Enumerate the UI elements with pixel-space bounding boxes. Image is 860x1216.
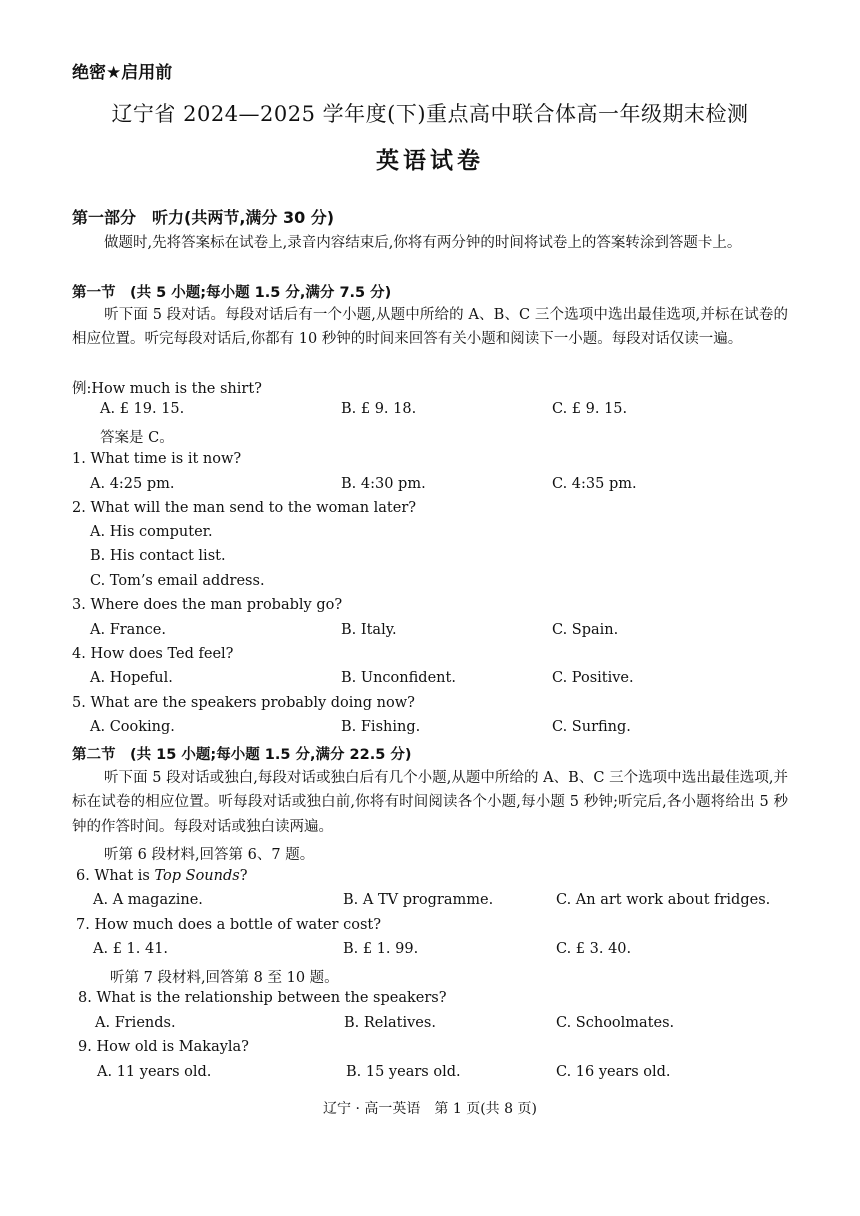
question-4-option-a: A. Hopeful. [90,670,173,686]
question-5-option-a: A. Cooking. [90,719,175,735]
material-6-heading: 听第 6 段材料,回答第 6、7 题。 [104,847,315,863]
question-4: 4. How does Ted feel? [72,646,234,662]
question-3-option-b: B. Italy. [341,622,397,638]
question-4-option-b: B. Unconfident. [341,670,456,686]
question-3: 3. Where does the man probably go? [72,597,343,613]
question-9-option-b: B. 15 years old. [346,1064,461,1080]
question-8-option-b: B. Relatives. [344,1015,436,1031]
confidential-mark: 绝密★启用前 [72,63,173,83]
question-6-option-c: C. An art work about fridges. [556,892,771,908]
question-1: 1. What time is it now? [72,451,242,467]
question-2: 2. What will the man send to the woman later? [72,500,417,516]
question-1-option-a: A. 4:25 pm. [90,476,175,492]
question-8-option-a: A. Friends. [95,1015,176,1031]
question-8-option-c: C. Schoolmates. [556,1015,675,1031]
example-question: 例:How much is the shirt? [72,381,262,397]
question-7-option-a: A. £ 1. 41. [93,941,169,957]
question-7-option-b: B. £ 1. 99. [343,941,419,957]
section2-instructions: 听下面 5 段对话或独白,每段对话或独白后有几个小题,从题中所给的 A、B、C 三个选项中选出最佳选项,并标在试卷的相应位置。听每段对话或独白前,你将有时间阅读各个小题,每小题 5 秒钟;听完后,各小题将给出 5 秒钟的作答时间。每段对话或独白读两遍。 [72,770,788,835]
question-3-option-c: C. Spain. [552,622,619,638]
question-6: 6. What is Top Sounds? [76,868,248,884]
question-5: 5. What are the speakers probably doing now? [72,695,415,711]
question-9-option-a: A. 11 years old. [97,1064,212,1080]
question-7-option-c: C. £ 3. 40. [556,941,632,957]
part1-instructions: 做题时,先将答案标在试卷上,录音内容结束后,你将有两分钟的时间将试卷上的答案转涂到答题卡上。 [104,235,742,251]
question-1-option-b: B. 4:30 pm. [341,476,426,492]
question-9: 9. How old is Makayla? [78,1039,249,1055]
question-6-option-a: A. A magazine. [93,892,203,908]
example-answer: 答案是 C。 [100,430,174,446]
subject-title: 英语试卷 [376,148,484,174]
question-6-option-b: B. A TV programme. [343,892,494,908]
section1-title: 第一节 (共 5 小题;每小题 1.5 分,满分 7.5 分) [72,285,392,301]
exam-title: 辽宁省 2024—2025 学年度(下)重点高中联合体高一年级期末检测 [111,102,749,126]
question-8: 8. What is the relationship between the speakers? [78,990,447,1006]
example-option-b: B. £ 9. 18. [341,401,417,417]
question-1-option-c: C. 4:35 pm. [552,476,637,492]
question-9-option-c: C. 16 years old. [556,1064,671,1080]
material-7-heading: 听第 7 段材料,回答第 8 至 10 题。 [110,970,339,986]
example-option-a: A. £ 19. 15. [100,401,185,417]
section1-instructions: 听下面 5 段对话。每段对话后有一个小题,从题中所给的 A、B、C 三个选项中选出最佳选项,并标在试卷的相应位置。听完每段对话后,你都有 10 秒钟的时间来回答有关小题和阅读下一小题。每段对话仅读一遍。 [72,307,788,348]
page-footer: 辽宁 · 高一英语 第 1 页(共 8 页) [323,1101,537,1117]
question-5-option-b: B. Fishing. [341,719,421,735]
question-2-option-c: C. Tom’s email address. [90,573,265,589]
question-5-option-c: C. Surfing. [552,719,631,735]
question-2-option-b: B. His contact list. [90,548,226,564]
question-3-option-a: A. France. [90,622,166,638]
section2-title: 第二节 (共 15 小题;每小题 1.5 分,满分 22.5 分) [72,747,412,763]
example-option-c: C. £ 9. 15. [552,401,628,417]
part1-title: 第一部分 听力(共两节,满分 30 分) [72,208,335,227]
question-2-option-a: A. His computer. [90,524,213,540]
question-4-option-c: C. Positive. [552,670,634,686]
question-7: 7. How much does a bottle of water cost? [76,917,381,933]
